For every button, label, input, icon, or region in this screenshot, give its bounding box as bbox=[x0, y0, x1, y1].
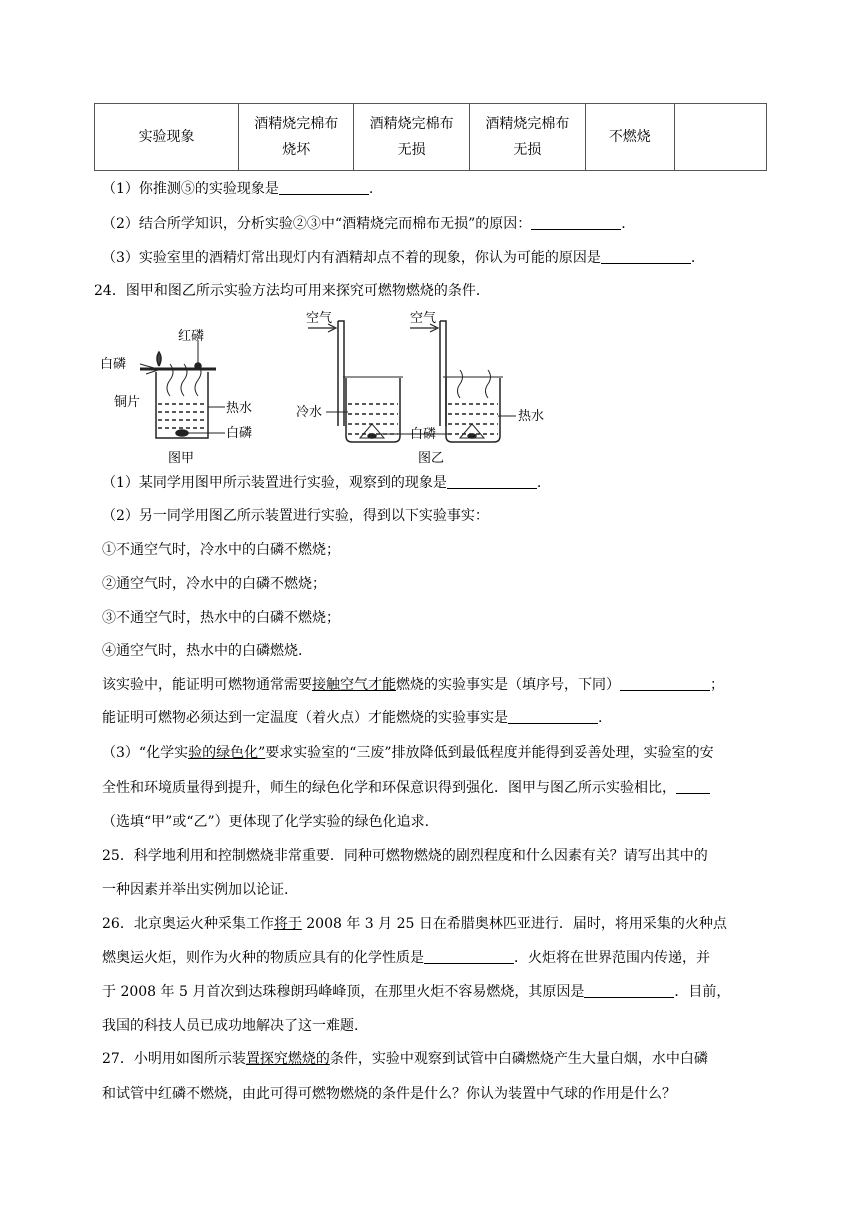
answer-blank[interactable] bbox=[601, 249, 691, 264]
q26-line4: 我国的科技人员已成功地解决了这一难题. bbox=[102, 1018, 359, 1034]
copper-sheet-label: 铜片 bbox=[114, 395, 141, 410]
white-phosphorus-top-label: 白磷 bbox=[100, 357, 127, 372]
hot-water-b-label: 热水 bbox=[518, 409, 545, 424]
q24-part1: （1）某同学用图甲所示装置进行实验，观察到的现象是 . bbox=[102, 475, 542, 491]
figure-b-caption: 图乙 bbox=[418, 451, 445, 466]
table-cell-empty bbox=[674, 104, 766, 171]
q23-part2: （2）结合所学知识，分析实验②③中“酒精烧完而棉布无损”的原因： . bbox=[102, 216, 626, 232]
white-phosphorus-b-label: 白磷 bbox=[410, 427, 437, 442]
figure-b bbox=[308, 321, 516, 442]
answer-blank[interactable] bbox=[676, 779, 710, 794]
q24-part3-line1: （3）“化学实验的绿色化”要求实验室的“三废”排放降低到最低程度并能得到妥善处理，实验室的安 bbox=[102, 745, 714, 761]
q24-part3-line2: 全性和环境质量得到提升，师生的绿色化学和环保意识得到强化．图甲与图乙所示实验相比， bbox=[102, 778, 710, 798]
fact-item: ③不通空气时，热水中的白磷不燃烧； bbox=[102, 610, 340, 626]
answer-blank[interactable] bbox=[584, 983, 674, 998]
q24-part2: （2）另一同学用图乙所示装置进行实验，得到以下实验事实： bbox=[102, 508, 489, 524]
answer-blank[interactable] bbox=[424, 949, 514, 964]
q23-part3: （3）实验室里的酒精灯常出现灯内有酒精却点不着的现象，你认为可能的原因是 . bbox=[102, 250, 696, 266]
answer-blank[interactable] bbox=[279, 180, 369, 195]
figure-a-caption: 图甲 bbox=[168, 451, 195, 466]
answer-blank[interactable] bbox=[447, 474, 537, 489]
table-row bbox=[95, 104, 767, 171]
air-inlet-label-1: 空气 bbox=[306, 311, 333, 326]
q27-line1: 27．小明用如图所示装置探究燃烧的条件，实验中观察到试管中白磷燃烧产生大量白烟，水中白磷 bbox=[102, 1051, 708, 1067]
q25-line2: 一种因素并举出实例加以论证. bbox=[102, 882, 289, 898]
q24-conclusion-1: 该实验中，能证明可燃物通常需要接触空气才能燃烧的实验事实是（填序号，下同） ； bbox=[102, 677, 724, 693]
answer-blank[interactable] bbox=[620, 676, 710, 691]
combustion-apparatus-figure bbox=[98, 306, 553, 466]
q25-line1: 25．科学地利用和控制燃烧非常重要．同种可燃物燃烧的剧烈程度和什么因素有关？请写出其中的 bbox=[102, 848, 708, 864]
table-cell: 酒精烧完棉布 无损 bbox=[469, 104, 585, 171]
table-cell: 不燃烧 bbox=[586, 104, 675, 171]
fact-item: ①不通空气时，冷水中的白磷不燃烧； bbox=[102, 542, 340, 558]
observation-table bbox=[94, 103, 767, 171]
red-phosphorus-label: 红磷 bbox=[178, 329, 205, 344]
answer-blank[interactable] bbox=[508, 709, 598, 724]
white-phosphorus-a-label: 白磷 bbox=[226, 426, 253, 441]
fact-item: ②通空气时，冷水中的白磷不燃烧； bbox=[102, 576, 326, 592]
fact-item: ④通空气时，热水中的白磷燃烧. bbox=[102, 643, 303, 659]
q23-part1: （1）你推测⑤的实验现象是 . bbox=[102, 181, 374, 197]
table-cell: 酒精烧完棉布 无损 bbox=[354, 104, 469, 171]
q26-line1: 26．北京奥运火种采集工作将于 2008 年 3 月 25 日在希腊奥林匹亚进行．届时，将用采集的火种点 bbox=[102, 916, 727, 932]
table-cell: 酒精烧完棉布 烧坏 bbox=[239, 104, 354, 171]
air-inlet-label-2: 空气 bbox=[410, 311, 437, 326]
q26-line3: 于 2008 年 5 月首次到达珠穆朗玛峰峰顶，在那里火炬不容易燃烧，其原因是 ．目前， bbox=[102, 984, 731, 1000]
q24-part3-line3: （选填“甲”或“乙”）更体现了化学实验的绿色化追求. bbox=[102, 814, 430, 830]
q27-line2: 和试管中红磷不燃烧，由此可得可燃物燃烧的条件是什么？你认为装置中气球的作用是什么？ bbox=[102, 1086, 676, 1102]
q26-line2: 燃奥运火炬，则作为火种的物质应具有的化学性质是 ．火炬将在世界范围内传递，并 bbox=[102, 950, 710, 966]
answer-blank[interactable] bbox=[531, 215, 621, 230]
q24-conclusion-2: 能证明可燃物必须达到一定温度（着火点）才能燃烧的实验事实是 . bbox=[102, 710, 603, 726]
q24-stem: 24．图甲和图乙所示实验方法均可用来探究可燃物燃烧的条件． bbox=[94, 283, 490, 299]
figure-a bbox=[140, 340, 225, 438]
hot-water-a-label: 热水 bbox=[226, 401, 253, 416]
table-row-label: 实验现象 bbox=[95, 104, 239, 171]
cold-water-label: 冷水 bbox=[296, 405, 323, 420]
